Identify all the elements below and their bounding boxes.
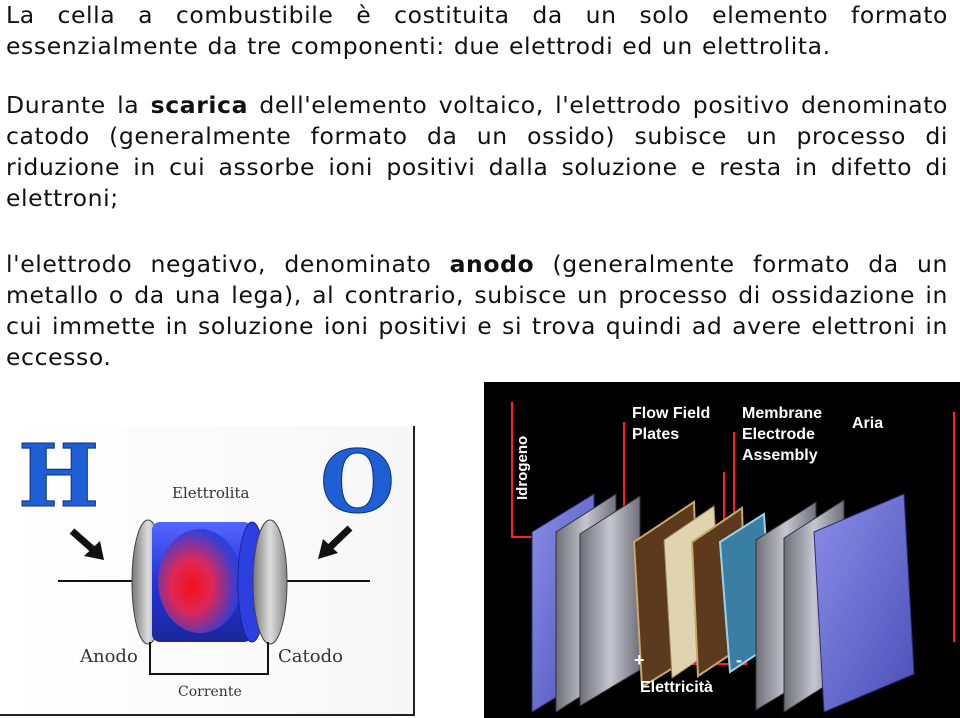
paragraph-intro: La cella a combustibile è costituita da un solo elemento formato essenzialmente da tre componenti: due elettrodi ed un elettrolita. bbox=[6, 1, 948, 60]
elettrolita-label: Elettrolita bbox=[172, 484, 250, 502]
p3-text-end: (generalmente formato da un metallo o da una lega), al contrario, subisce un processo di ossidazione in cui immette in soluzione ioni positivi e si trova quindi ad avere elettroni in eccesso. bbox=[6, 250, 948, 371]
arrow-hydrogen-icon bbox=[72, 531, 104, 560]
term-scarica: scarica bbox=[150, 91, 249, 119]
anodo-label: Anodo bbox=[80, 646, 138, 667]
oxygen-letter: O bbox=[320, 432, 395, 533]
membrane-sheets bbox=[634, 502, 772, 687]
end-plate-right bbox=[814, 494, 914, 712]
fuel-cell-schematic-svg bbox=[0, 426, 413, 714]
membrane-label-3: Assembly bbox=[742, 447, 818, 464]
membrane-label-1: Membrane bbox=[742, 405, 823, 422]
plate-stack-left bbox=[556, 494, 640, 712]
corrente-label: Corrente bbox=[178, 684, 242, 700]
circuit-wire bbox=[150, 642, 268, 674]
paragraph-anodo bbox=[6, 249, 948, 373]
fuel-cell-stack-figure bbox=[484, 382, 960, 718]
membrane-label-2: Electrode bbox=[742, 426, 815, 443]
flow-field-label-2: Plates bbox=[632, 426, 680, 443]
electrolyte-glow bbox=[158, 529, 242, 633]
p2-text-start: Durante la bbox=[6, 91, 151, 119]
term-anodo: anodo bbox=[449, 250, 535, 278]
hydrogen-letter: H bbox=[18, 426, 100, 527]
cathode-disk bbox=[253, 520, 287, 644]
minus-terminal: - bbox=[736, 650, 742, 670]
aria-label: Aria bbox=[852, 415, 884, 432]
paragraph-catodo bbox=[6, 90, 948, 214]
p2-text-end: dell'elemento voltaico, l'elettrodo positivo denominato catodo (generalmente formato da un ossido) subisce un processo di riduzione in cui assorbe ioni positivi dalla soluzione e resta in difetto di elettroni; bbox=[6, 91, 948, 212]
elettricita-label: Elettricità bbox=[640, 679, 713, 696]
idrogeno-label: Idrogeno bbox=[514, 435, 531, 500]
flow-field-label-1: Flow Field bbox=[632, 405, 711, 422]
catodo-label: Catodo bbox=[278, 646, 343, 667]
fuel-cell-schematic-figure bbox=[0, 426, 415, 716]
plus-terminal: + bbox=[634, 650, 645, 670]
fuel-cell-stack-svg bbox=[484, 382, 960, 718]
p3-text-start: l'elettrodo negativo, denominato bbox=[6, 250, 450, 278]
